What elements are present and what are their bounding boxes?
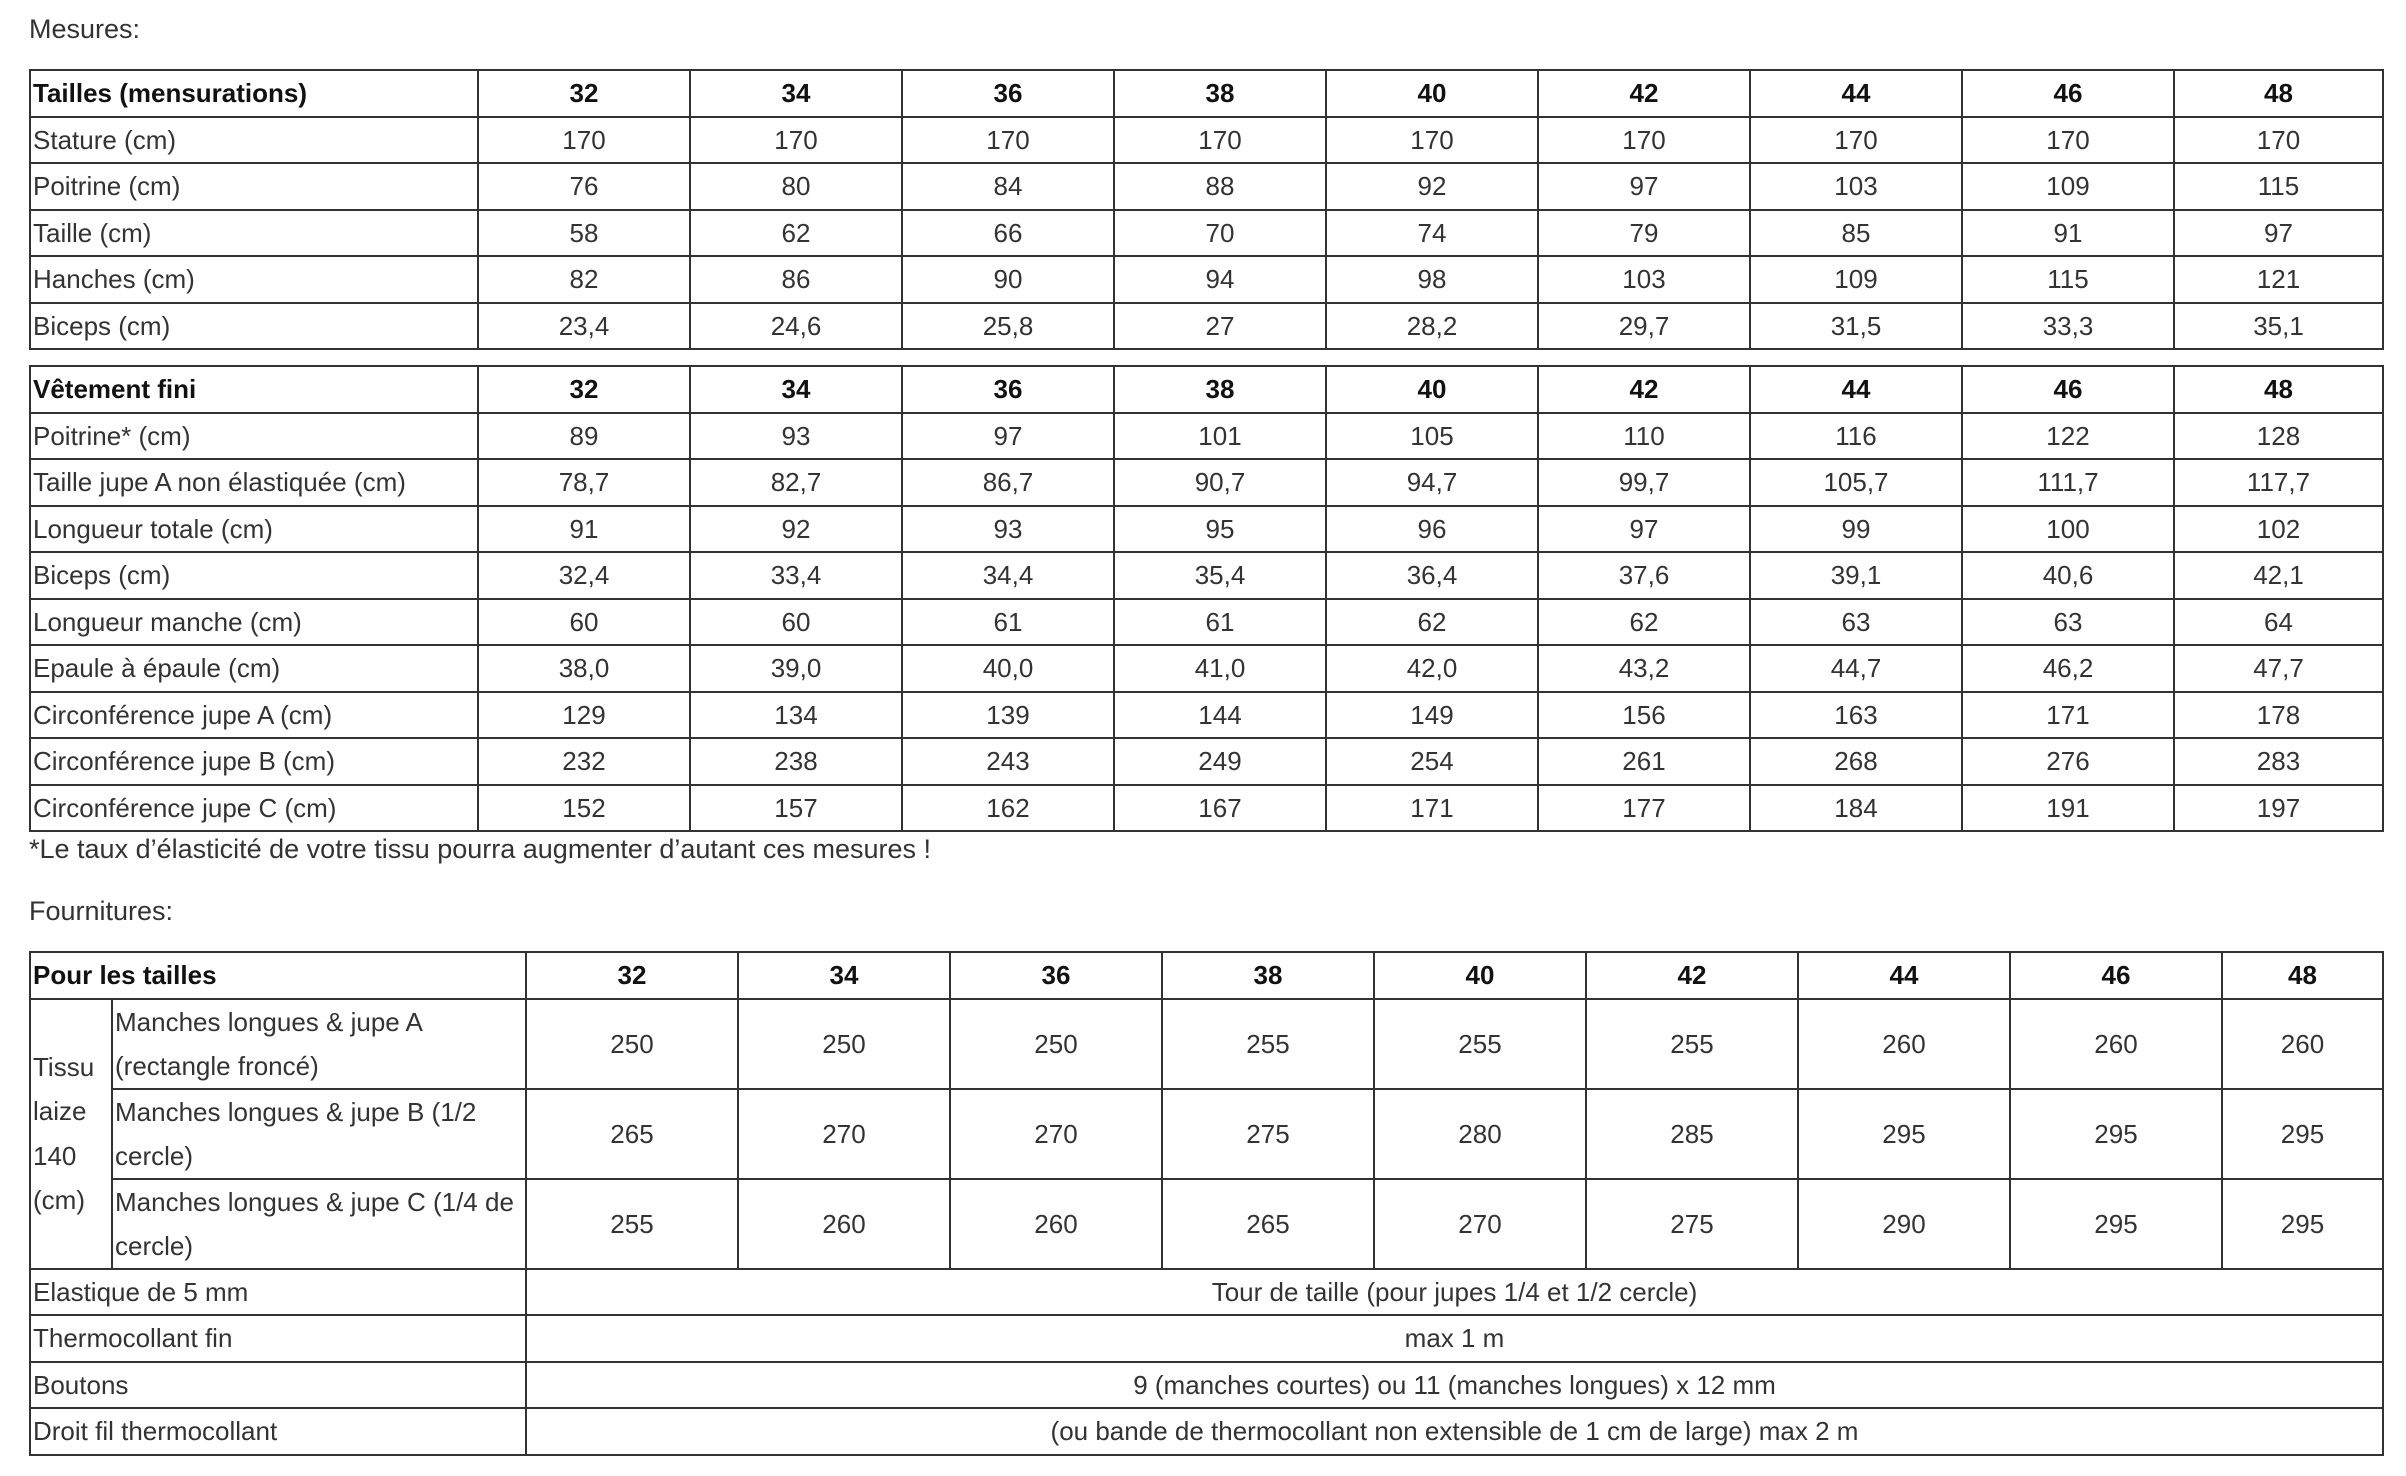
table-cell: 177 [1538,785,1750,832]
table-row [30,1179,2383,1269]
table-cell: 93 [902,506,1114,553]
header-label: Vêtement fini [30,366,478,413]
table-cell: 134 [690,692,902,739]
table-cell: 40,6 [1962,552,2174,599]
table-row [30,303,2383,350]
table-cell: 78,7 [478,459,690,506]
table-cell: 42,1 [2174,552,2383,599]
table-cell: 283 [2174,738,2383,785]
size-header: 44 [1750,366,1962,413]
table-cell: 265 [1162,1179,1374,1269]
table-cell: 255 [1586,999,1798,1089]
table-cell: 44,7 [1750,645,1962,692]
row-label: Longueur manche (cm) [30,599,478,646]
table-row [30,506,2383,553]
table-cell: 97 [1538,163,1750,210]
table-cell: 171 [1326,785,1538,832]
table-cell: 116 [1750,413,1962,460]
table-cell: 97 [2174,210,2383,257]
table-cell: 62 [690,210,902,257]
merged-cell: 9 (manches courtes) ou 11 (manches longues) x 12 mm [526,1362,2383,1409]
table-cell: 170 [2174,117,2383,164]
table-cell: 255 [1374,999,1586,1089]
table-cell: 76 [478,163,690,210]
table-row [30,1315,2383,1362]
row-label: Epaule à épaule (cm) [30,645,478,692]
size-header: 32 [526,952,738,999]
vetement-table [29,365,2384,832]
table-cell: 39,1 [1750,552,1962,599]
table-cell: 170 [1962,117,2174,164]
table-cell: 260 [950,1179,1162,1269]
fournitures-heading: Fournitures: [29,896,174,926]
table-cell: 89 [478,413,690,460]
table-cell: 128 [2174,413,2383,460]
size-header: 46 [2010,952,2222,999]
table-cell: 260 [2222,999,2383,1089]
table-row [30,599,2383,646]
table-cell: 42,0 [1326,645,1538,692]
row-label: Poitrine* (cm) [30,413,478,460]
fournitures-table [29,951,2384,1456]
table-cell: 98 [1326,256,1538,303]
table-cell: 40,0 [902,645,1114,692]
header-label: Tailles (mensurations) [30,70,478,117]
row-label: Manches longues & jupe B (1/2 cercle) [112,1089,526,1179]
merged-cell: (ou bande de thermocollant non extensible de 1 cm de large) max 2 m [526,1408,2383,1455]
table-cell: 97 [1538,506,1750,553]
size-header: 36 [902,366,1114,413]
table-cell: 121 [2174,256,2383,303]
row-label: Manches longues & jupe C (1/4 de cercle) [112,1179,526,1269]
table-cell: 23,4 [478,303,690,350]
elasticity-note: *Le taux d’élasticité de votre tissu pourra augmenter d’autant ces mesures ! [29,834,931,864]
table-cell: 243 [902,738,1114,785]
mesures-heading: Mesures: [29,14,141,44]
row-label: Thermocollant fin [30,1315,526,1362]
table-cell: 33,3 [1962,303,2174,350]
table-cell: 276 [1962,738,2174,785]
table-cell: 64 [2174,599,2383,646]
table-cell: 62 [1538,599,1750,646]
row-label: Elastique de 5 mm [30,1269,526,1316]
table-cell: 191 [1962,785,2174,832]
table-cell: 254 [1326,738,1538,785]
table-cell: 28,2 [1326,303,1538,350]
row-label: Manches longues & jupe A (rectangle froncé) [112,999,526,1089]
table-cell: 46,2 [1962,645,2174,692]
table-cell: 80 [690,163,902,210]
table-cell: 41,0 [1114,645,1326,692]
size-header: 34 [690,70,902,117]
table-row [30,1408,2383,1455]
table-cell: 115 [1962,256,2174,303]
table-cell: 280 [1374,1089,1586,1179]
table-cell: 295 [2010,1179,2222,1269]
table-cell: 90 [902,256,1114,303]
table-cell: 232 [478,738,690,785]
row-label: Biceps (cm) [30,552,478,599]
table-cell: 47,7 [2174,645,2383,692]
table-cell: 170 [1750,117,1962,164]
table-cell: 110 [1538,413,1750,460]
size-header: 38 [1114,366,1326,413]
merged-cell: max 1 m [526,1315,2383,1362]
row-label: Droit fil thermocollant [30,1408,526,1455]
table-row [30,645,2383,692]
size-header: 48 [2174,70,2383,117]
table-header-row [30,366,2383,413]
size-header: 40 [1326,70,1538,117]
table-cell: 109 [1750,256,1962,303]
table-cell: 31,5 [1750,303,1962,350]
table-cell: 92 [690,506,902,553]
table-cell: 32,4 [478,552,690,599]
row-label: Taille (cm) [30,210,478,257]
tissu-label: Tissu laize 140 (cm) [30,999,112,1269]
size-header: 42 [1538,366,1750,413]
table-row [30,785,2383,832]
table-cell: 34,4 [902,552,1114,599]
table-cell: 295 [2010,1089,2222,1179]
table-cell: 157 [690,785,902,832]
size-header: 44 [1798,952,2010,999]
table-row [30,1269,2383,1316]
table-cell: 38,0 [478,645,690,692]
table-cell: 39,0 [690,645,902,692]
table-cell: 58 [478,210,690,257]
row-label: Hanches (cm) [30,256,478,303]
table-row [30,1089,2383,1179]
table-cell: 115 [2174,163,2383,210]
row-label: Circonférence jupe A (cm) [30,692,478,739]
table-cell: 171 [1962,692,2174,739]
table-cell: 268 [1750,738,1962,785]
row-label: Circonférence jupe B (cm) [30,738,478,785]
table-cell: 95 [1114,506,1326,553]
table-cell: 61 [902,599,1114,646]
table-cell: 250 [526,999,738,1089]
table-cell: 62 [1326,599,1538,646]
table-cell: 162 [902,785,1114,832]
table-cell: 25,8 [902,303,1114,350]
table-row [30,552,2383,599]
table-row [30,210,2383,257]
table-cell: 170 [478,117,690,164]
table-row [30,1362,2383,1409]
table-cell: 144 [1114,692,1326,739]
table-cell: 170 [690,117,902,164]
table-cell: 249 [1114,738,1326,785]
size-header: 38 [1162,952,1374,999]
table-cell: 170 [902,117,1114,164]
table-cell: 63 [1750,599,1962,646]
row-label: Biceps (cm) [30,303,478,350]
table-row [30,459,2383,506]
table-row [30,117,2383,164]
size-header: 32 [478,366,690,413]
table-row [30,256,2383,303]
table-cell: 103 [1750,163,1962,210]
table-cell: 270 [1374,1179,1586,1269]
table-cell: 261 [1538,738,1750,785]
table-cell: 260 [738,1179,950,1269]
table-row [30,999,2383,1089]
table-cell: 156 [1538,692,1750,739]
table-cell: 27 [1114,303,1326,350]
table-cell: 90,7 [1114,459,1326,506]
table-cell: 43,2 [1538,645,1750,692]
table-cell: 35,1 [2174,303,2383,350]
table-header-row [30,70,2383,117]
size-header: 34 [738,952,950,999]
row-label: Stature (cm) [30,117,478,164]
table-cell: 197 [2174,785,2383,832]
table-cell: 238 [690,738,902,785]
tailles-table [29,69,2384,350]
table-cell: 290 [1798,1179,2010,1269]
size-header: 38 [1114,70,1326,117]
table-cell: 255 [1162,999,1374,1089]
table-cell: 102 [2174,506,2383,553]
table-cell: 117,7 [2174,459,2383,506]
table-cell: 100 [1962,506,2174,553]
row-label: Taille jupe A non élastiquée (cm) [30,459,478,506]
table-cell: 295 [1798,1089,2010,1179]
table-cell: 92 [1326,163,1538,210]
table-row [30,692,2383,739]
table-cell: 61 [1114,599,1326,646]
table-cell: 103 [1538,256,1750,303]
table-cell: 94 [1114,256,1326,303]
size-header: 42 [1538,70,1750,117]
table-cell: 101 [1114,413,1326,460]
table-cell: 36,4 [1326,552,1538,599]
table-cell: 99 [1750,506,1962,553]
table-cell: 94,7 [1326,459,1538,506]
header-label: Pour les tailles [30,952,526,999]
table-cell: 88 [1114,163,1326,210]
table-cell: 105,7 [1750,459,1962,506]
table-cell: 91 [478,506,690,553]
table-cell: 295 [2222,1089,2383,1179]
table-cell: 178 [2174,692,2383,739]
table-cell: 79 [1538,210,1750,257]
table-cell: 111,7 [1962,459,2174,506]
table-cell: 255 [526,1179,738,1269]
table-cell: 275 [1586,1179,1798,1269]
row-label: Poitrine (cm) [30,163,478,210]
table-cell: 33,4 [690,552,902,599]
size-header: 46 [1962,366,2174,413]
size-header: 36 [902,70,1114,117]
table-cell: 109 [1962,163,2174,210]
row-label: Circonférence jupe C (cm) [30,785,478,832]
size-header: 48 [2222,952,2383,999]
table-cell: 250 [738,999,950,1089]
table-cell: 86,7 [902,459,1114,506]
table-cell: 96 [1326,506,1538,553]
table-cell: 295 [2222,1179,2383,1269]
table-cell: 270 [950,1089,1162,1179]
size-header: 34 [690,366,902,413]
table-cell: 97 [902,413,1114,460]
table-header-row [30,952,2383,999]
table-cell: 170 [1538,117,1750,164]
table-row [30,163,2383,210]
merged-cell: Tour de taille (pour jupes 1/4 et 1/2 cercle) [526,1269,2383,1316]
size-header: 46 [1962,70,2174,117]
table-cell: 82 [478,256,690,303]
table-cell: 167 [1114,785,1326,832]
table-row [30,738,2383,785]
size-header: 44 [1750,70,1962,117]
table-cell: 105 [1326,413,1538,460]
table-cell: 260 [1798,999,2010,1089]
table-cell: 82,7 [690,459,902,506]
table-cell: 170 [1114,117,1326,164]
table-cell: 265 [526,1089,738,1179]
table-cell: 37,6 [1538,552,1750,599]
table-cell: 139 [902,692,1114,739]
size-header: 40 [1326,366,1538,413]
table-cell: 184 [1750,785,1962,832]
table-cell: 70 [1114,210,1326,257]
table-cell: 99,7 [1538,459,1750,506]
table-cell: 152 [478,785,690,832]
table-cell: 93 [690,413,902,460]
size-header: 40 [1374,952,1586,999]
row-label: Boutons [30,1362,526,1409]
table-cell: 84 [902,163,1114,210]
row-label: Longueur totale (cm) [30,506,478,553]
table-cell: 270 [738,1089,950,1179]
size-header: 48 [2174,366,2383,413]
table-cell: 86 [690,256,902,303]
table-cell: 163 [1750,692,1962,739]
table-cell: 285 [1586,1089,1798,1179]
table-cell: 149 [1326,692,1538,739]
table-cell: 74 [1326,210,1538,257]
table-cell: 85 [1750,210,1962,257]
table-cell: 91 [1962,210,2174,257]
table-cell: 129 [478,692,690,739]
table-cell: 24,6 [690,303,902,350]
table-cell: 29,7 [1538,303,1750,350]
table-cell: 35,4 [1114,552,1326,599]
size-header: 36 [950,952,1162,999]
table-cell: 60 [478,599,690,646]
table-cell: 63 [1962,599,2174,646]
size-header: 42 [1586,952,1798,999]
table-cell: 170 [1326,117,1538,164]
table-cell: 260 [2010,999,2222,1089]
table-row [30,413,2383,460]
table-cell: 122 [1962,413,2174,460]
table-cell: 275 [1162,1089,1374,1179]
size-header: 32 [478,70,690,117]
table-cell: 60 [690,599,902,646]
table-cell: 250 [950,999,1162,1089]
table-cell: 66 [902,210,1114,257]
